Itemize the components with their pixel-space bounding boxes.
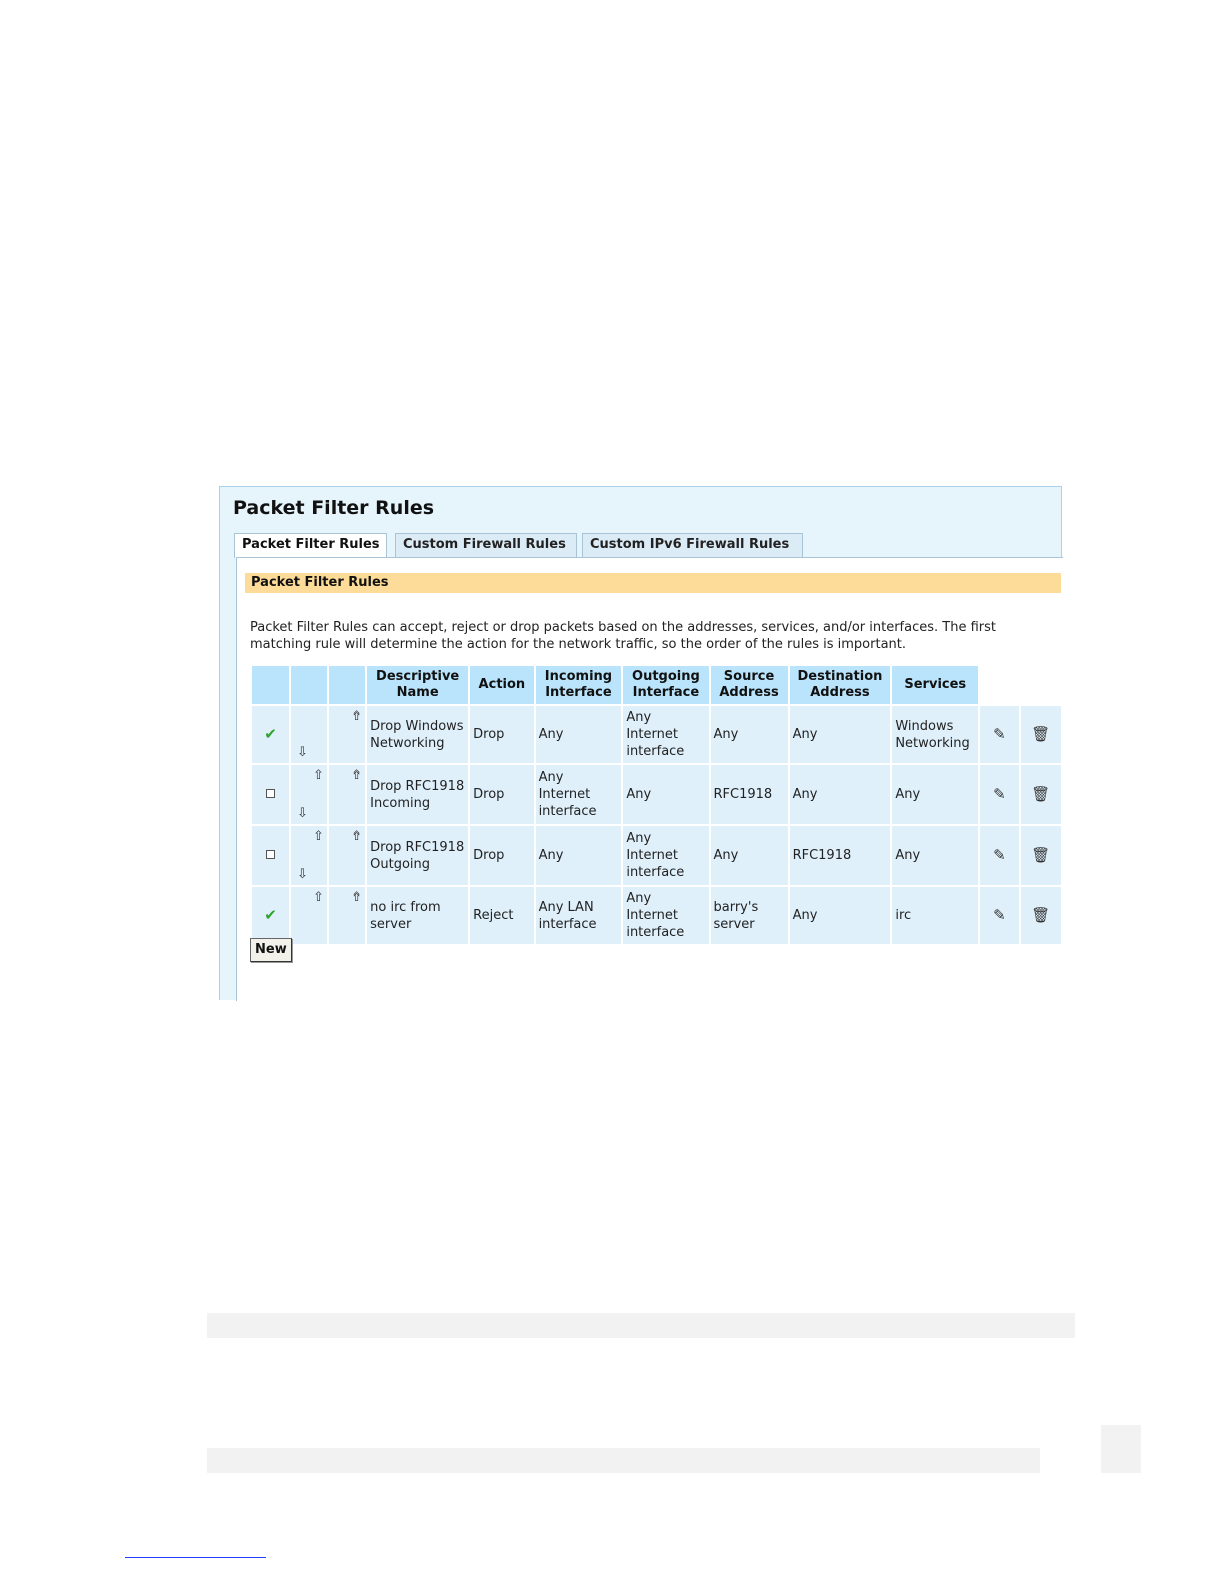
move-top-cell (329, 887, 365, 944)
rule-action: Drop (470, 826, 533, 885)
tab-packet-filter-rules[interactable]: Packet Filter Rules (234, 533, 387, 558)
rule-incoming-interface: Any LAN interface (536, 887, 622, 944)
trash-icon[interactable]: 🗑 (1031, 784, 1051, 803)
tab-custom-firewall-rules[interactable]: Custom Firewall Rules (395, 533, 577, 557)
rule-services: irc (892, 887, 978, 944)
move-down-cell (291, 706, 327, 763)
delete-cell (1021, 706, 1061, 763)
rule-destination-address: Any (790, 887, 891, 944)
move-cell (291, 887, 327, 944)
rule-destination-address: RFC1918 (790, 826, 891, 885)
arrow-top-icon[interactable]: ⇮ (351, 768, 362, 783)
header-enabled (252, 666, 289, 704)
table-header-row (252, 666, 1061, 704)
arrow-down-icon[interactable]: ⇩ (296, 806, 308, 821)
header-outgoing-interface: Outgoing Interface (623, 666, 708, 704)
rule-name: Drop RFC1918 Incoming (367, 765, 468, 824)
arrow-top-icon[interactable]: ⇮ (351, 890, 362, 905)
edit-cell (980, 765, 1018, 824)
header-move-up (329, 666, 365, 704)
rule-outgoing-interface: Any Internet interface (623, 887, 708, 944)
header-incoming-interface: Incoming Interface (536, 666, 622, 704)
trash-icon[interactable]: 🗑 (1031, 724, 1051, 743)
rule-action: Drop (470, 706, 533, 763)
rule-incoming-interface: Any Internet interface (536, 765, 622, 824)
rule-services: Any (892, 765, 978, 824)
header-action: Action (470, 666, 533, 704)
edit-icon[interactable]: ✎ (993, 905, 1006, 924)
table-row (252, 765, 1061, 824)
rule-source-address: Any (711, 706, 788, 763)
arrow-up-icon[interactable]: ⇧ (312, 829, 324, 844)
header-source-address: Source Address (711, 666, 788, 704)
page-title: Packet Filter Rules (233, 497, 435, 519)
rule-outgoing-interface: Any Internet interface (623, 826, 708, 885)
header-services: Services (892, 666, 978, 704)
rule-destination-address: Any (790, 765, 891, 824)
move-top-cell (329, 706, 365, 763)
header-descriptive-name: Descriptive Name (367, 666, 468, 704)
header-destination-address: Destination Address (790, 666, 891, 704)
arrow-top-icon[interactable]: ⇮ (351, 829, 362, 844)
rule-action: Drop (470, 765, 533, 824)
rule-name: no irc from server (367, 887, 468, 944)
edit-icon[interactable]: ✎ (993, 784, 1006, 803)
move-top-cell (329, 826, 365, 885)
trash-icon[interactable]: 🗑 (1031, 905, 1051, 924)
rule-source-address: Any (711, 826, 788, 885)
rule-name: Drop RFC1918 Outgoing (367, 826, 468, 885)
edit-cell (980, 706, 1018, 763)
new-rule-button[interactable]: New (250, 938, 292, 962)
rule-outgoing-interface: Any Internet interface (623, 706, 708, 763)
enabled-cell[interactable] (252, 706, 289, 763)
description-text: Packet Filter Rules can accept, reject or drop packets based on the addresses, services, and/or interfaces. The first matching rule will determine the action for the network traffic, so the order of the rules is important. (250, 620, 996, 652)
divider-bar (207, 1448, 1040, 1473)
edit-cell (980, 887, 1018, 944)
header-move-down (291, 666, 327, 704)
delete-cell (1021, 826, 1061, 885)
footnote-rule (125, 1557, 266, 1558)
rule-incoming-interface: Any (536, 826, 622, 885)
arrow-up-icon[interactable]: ⇧ (312, 890, 324, 905)
arrow-top-icon[interactable]: ⇮ (351, 709, 362, 724)
enabled-cell[interactable] (252, 826, 289, 885)
rule-destination-address: Any (790, 706, 891, 763)
rules-table (250, 664, 1063, 946)
rule-incoming-interface: Any (536, 706, 622, 763)
move-top-cell (329, 765, 365, 824)
table-row (252, 826, 1061, 885)
rule-source-address: barry's server (711, 887, 788, 944)
trash-icon[interactable]: 🗑 (1031, 845, 1051, 864)
divider-bar (207, 1313, 1075, 1338)
edit-cell (980, 826, 1018, 885)
header-delete (1021, 666, 1061, 704)
delete-cell (1021, 765, 1061, 824)
table-row (252, 706, 1061, 763)
checkbox-icon[interactable] (266, 850, 275, 859)
page-number-box (1101, 1425, 1141, 1473)
arrow-down-icon[interactable]: ⇩ (296, 745, 308, 760)
delete-cell (1021, 887, 1061, 944)
rule-services: Any (892, 826, 978, 885)
checkmark-icon[interactable]: ✔ (264, 905, 277, 924)
tab-custom-ipv6-firewall-rules[interactable]: Custom IPv6 Firewall Rules (582, 533, 803, 557)
enabled-cell[interactable] (252, 887, 289, 944)
section-header: Packet Filter Rules (245, 573, 1061, 593)
header-edit (980, 666, 1018, 704)
arrow-up-icon[interactable]: ⇧ (312, 768, 324, 783)
checkbox-icon[interactable] (266, 789, 275, 798)
move-cell (291, 826, 327, 885)
tab-content (236, 557, 1063, 1001)
edit-icon[interactable]: ✎ (993, 845, 1006, 864)
rule-outgoing-interface: Any (623, 765, 708, 824)
rule-action: Reject (470, 887, 533, 944)
arrow-down-icon[interactable]: ⇩ (296, 867, 308, 882)
rule-services: Windows Networking (892, 706, 978, 763)
packet-filter-panel (219, 486, 1062, 1000)
rule-name: Drop Windows Networking (367, 706, 468, 763)
move-cell (291, 765, 327, 824)
table-row (252, 887, 1061, 944)
checkmark-icon[interactable]: ✔ (264, 724, 277, 743)
edit-icon[interactable]: ✎ (993, 724, 1006, 743)
rule-source-address: RFC1918 (711, 765, 788, 824)
enabled-cell[interactable] (252, 765, 289, 824)
